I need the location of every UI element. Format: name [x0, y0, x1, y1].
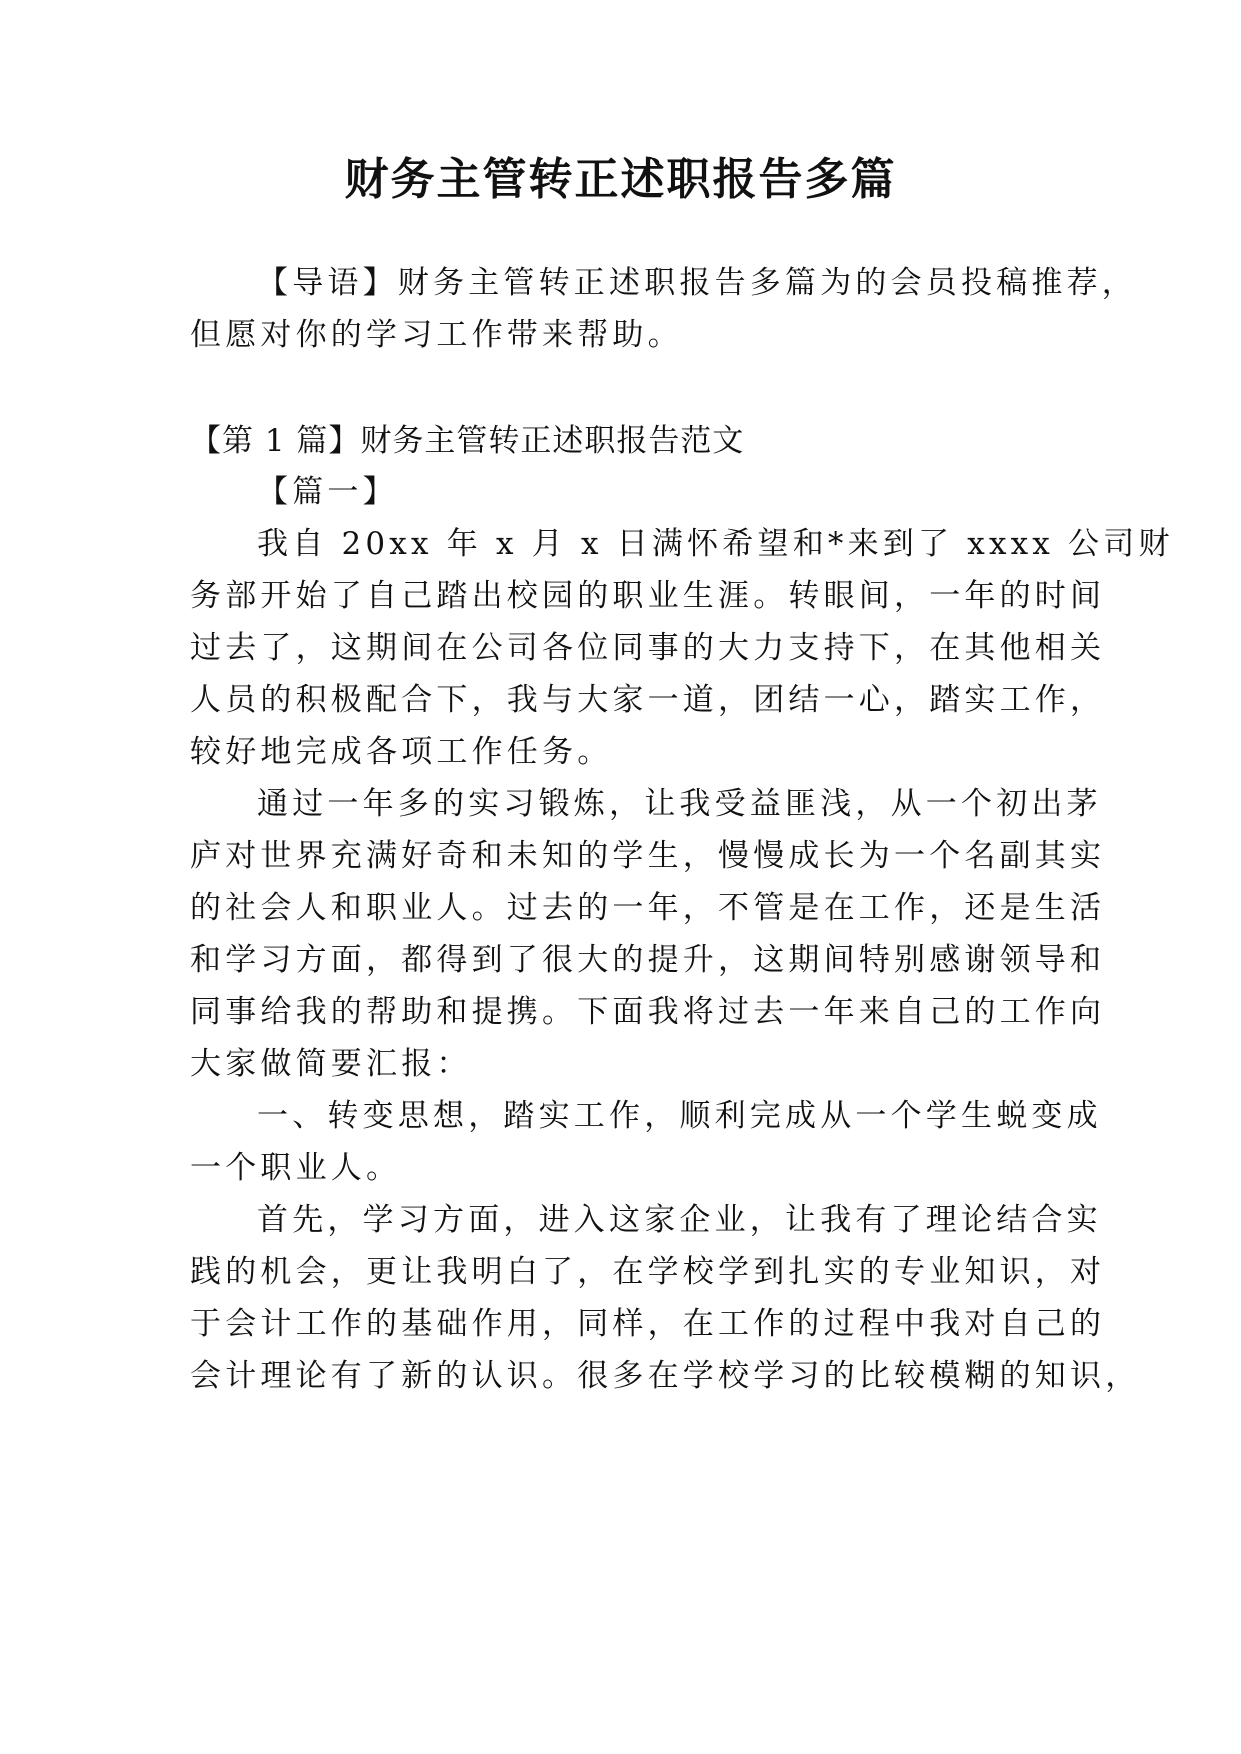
paragraph-line: 一个职业人。	[190, 1150, 402, 1186]
section-heading: 【第 1 篇】财务主管转正述职报告范文	[190, 423, 745, 459]
paragraph-line: 庐对世界充满好奇和未知的学生，慢慢成长为一个名副其实	[190, 838, 1106, 874]
paragraph-line: 会计理论有了新的认识。很多在学校学习的比较模糊的知识，	[190, 1358, 1141, 1394]
paragraph-line: 我自 20xx 年 x 月 x 日满怀希望和*来到了 xxxx 公司财	[257, 526, 1174, 562]
paragraph-line: 于会计工作的基础作用，同样，在工作的过程中我对自己的	[190, 1306, 1106, 1342]
paragraph-line: 较好地完成各项工作任务。	[190, 734, 613, 770]
paragraph-line: 通过一年多的实习锻炼，让我受益匪浅，从一个初出茅	[257, 786, 1102, 822]
paragraph-line: 务部开始了自己踏出校园的职业生涯。转眼间，一年的时间	[190, 578, 1106, 614]
paragraph-line: 过去了，这期间在公司各位同事的大力支持下，在其他相关	[190, 630, 1106, 666]
document-title: 财务主管转正述职报告多篇	[344, 154, 897, 205]
intro-line: 但愿对你的学习工作带来帮助。	[190, 317, 683, 353]
paragraph-line: 的社会人和职业人。过去的一年，不管是在工作，还是生活	[190, 890, 1106, 926]
paragraph-line: 人员的积极配合下，我与大家一道，团结一心，踏实工作，	[190, 682, 1106, 718]
paragraph-line: 首先，学习方面，进入这家企业，让我有了理论结合实	[257, 1202, 1102, 1238]
paragraph-line: 大家做简要汇报：	[190, 1046, 472, 1082]
paragraph-line: 同事给我的帮助和提携。下面我将过去一年来自己的工作向	[190, 994, 1106, 1030]
paragraph-line: 一、转变思想，踏实工作，顺利完成从一个学生蜕变成	[257, 1098, 1102, 1134]
part-label: 【篇一】	[257, 474, 398, 510]
intro-line: 【导语】财务主管转正述职报告多篇为的会员投稿推荐，	[257, 265, 1137, 301]
paragraph-line: 和学习方面，都得到了很大的提升，这期间特别感谢领导和	[190, 942, 1106, 978]
paragraph-line: 践的机会，更让我明白了，在学校学到扎实的专业知识，对	[190, 1254, 1106, 1290]
